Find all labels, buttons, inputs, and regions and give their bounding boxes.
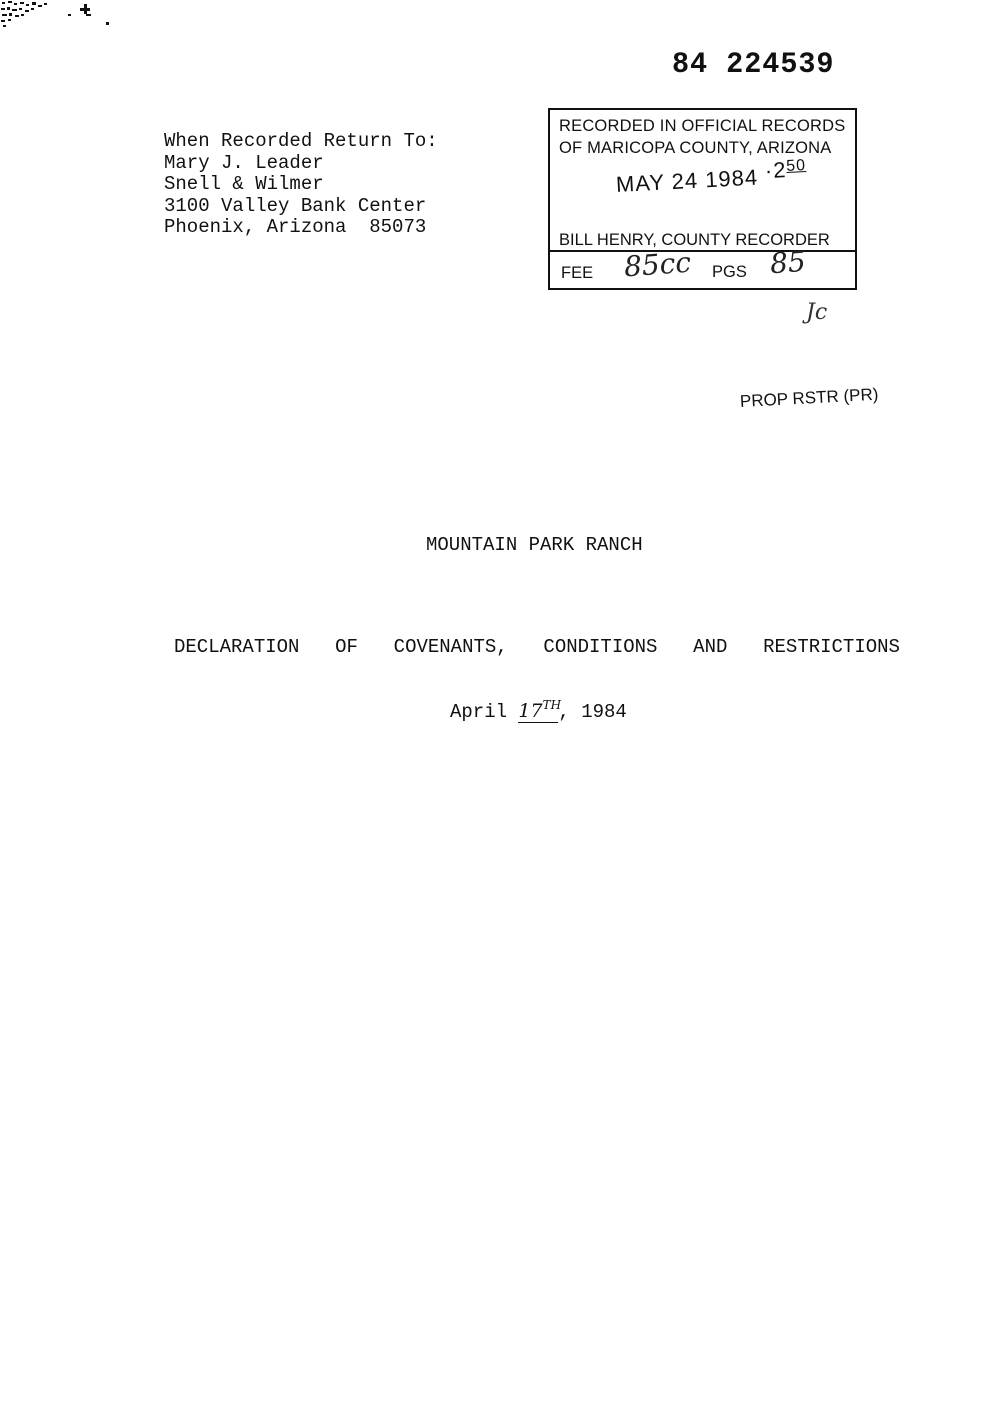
stamp-time-minute: 50 [785,157,807,176]
stamp-date: MAY 24 1984 [615,164,759,197]
declaration-word: CONDITIONS [543,636,658,658]
stamp-pgs-handwritten: 85 [768,244,807,281]
stamp-time-hour: ·2 [764,157,788,184]
stamp-pgs-label: PGS [712,263,747,281]
stamp-fee-handwritten: 85cc [622,245,693,284]
document-title: MOUNTAIN PARK RANCH [426,534,643,556]
date-year: , 1984 [558,701,627,723]
declaration-word: DECLARATION [174,636,300,658]
stamp-date-time [615,157,807,198]
scan-speckle [0,0,120,40]
return-line-street: 3100 Valley Bank Center [164,194,427,217]
handwritten-initials: Jc [806,300,828,325]
document-number: 84 224539 [672,48,835,82]
declaration-word: OF [335,636,358,658]
declaration-word: AND [693,636,728,658]
stamp-recorder: BILL HENRY, COUNTY RECORDER [559,231,830,249]
stamp-line-2: OF MARICOPA COUNTY, ARIZONA [559,139,832,157]
return-line-city: Phoenix, Arizona 85073 [164,216,427,238]
stamp-fee-label: FEE [561,264,594,282]
date-day-handwritten: 17TH [518,698,562,722]
category-code: PROP RSTR (PR) [739,384,879,411]
return-address-block [164,131,438,239]
declaration-word: COVENANTS, [393,636,508,658]
date-day-suffix: TH [542,698,562,712]
document-date [450,698,627,723]
return-heading: When Recorded Return To: [164,130,438,152]
recording-stamp [548,108,857,290]
date-month: April [450,701,508,723]
stamp-divider [550,250,855,252]
return-line-firm: Snell & Wilmer [164,173,324,195]
return-line-name: Mary J. Leader [164,151,324,174]
stamp-line-1: RECORDED IN OFFICIAL RECORDS [559,117,846,135]
declaration-heading [174,636,900,658]
declaration-word: RESTRICTIONS [763,636,900,658]
